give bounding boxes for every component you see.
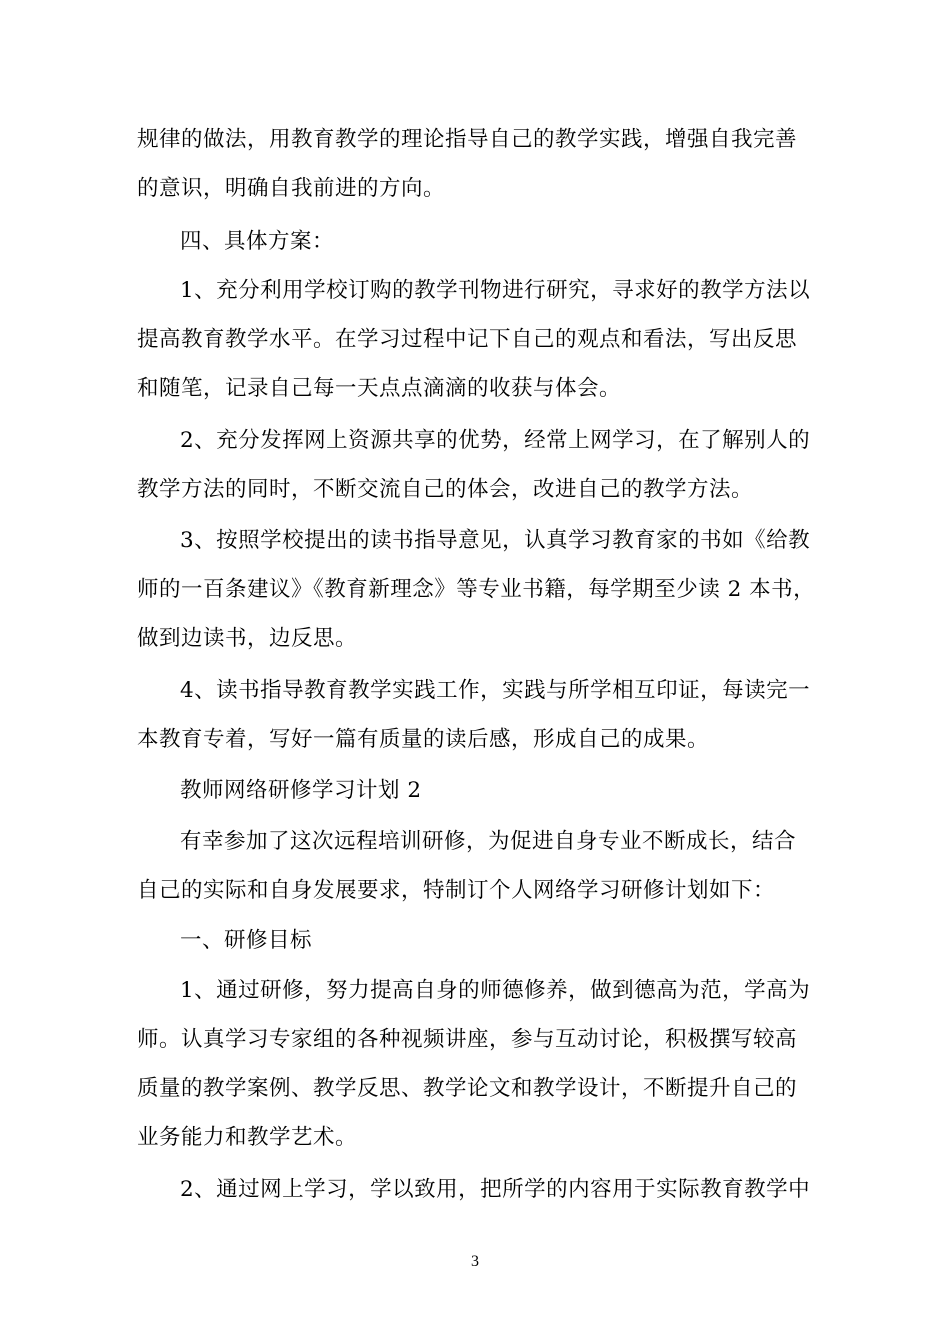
text-line: 2、充分发挥网上资源共享的优势，经常上网学习，在了解别人的 xyxy=(180,428,811,453)
text-line: 业务能力和教学艺术。 xyxy=(137,1125,358,1150)
text-line: 2、通过网上学习，学以致用，把所学的内容用于实际教育教学中 xyxy=(180,1177,811,1202)
text-line: 4、读书指导教育教学实践工作，实践与所学相互印证，每读完一 xyxy=(180,678,811,703)
section-title: 教师网络研修学习计划 2 xyxy=(180,778,422,803)
text-line: 提高教育教学水平。在学习过程中记下自己的观点和看法，写出反思 xyxy=(137,327,798,352)
text-line: 1、通过研修，努力提高自身的师德修养，做到德高为范，学高为 xyxy=(180,978,811,1003)
text-line: 自己的实际和自身发展要求，特制订个人网络学习研修计划如下： xyxy=(137,878,776,903)
section-heading: 四、具体方案： xyxy=(180,229,335,254)
section-heading: 一、研修目标 xyxy=(180,928,313,953)
text-line: 规律的做法，用教育教学的理论指导自己的教学实践，增强自我完善 xyxy=(137,127,798,152)
text-line: 本教育专着，写好一篇有质量的读后感，形成自己的成果。 xyxy=(137,727,710,752)
text-line: 有幸参加了这次远程培训研修，为促进自身专业不断成长，结合 xyxy=(180,829,797,854)
text-line: 师。认真学习专家组的各种视频讲座，参与互动讨论，积极撰写较高 xyxy=(137,1027,798,1052)
text-line: 教学方法的同时，不断交流自己的体会，改进自己的教学方法。 xyxy=(137,477,754,502)
text-line: 做到边读书，边反思。 xyxy=(137,626,358,651)
text-line: 质量的教学案例、教学反思、教学论文和教学设计，不断提升自己的 xyxy=(137,1076,798,1101)
text-line: 和随笔，记录自己每一天点点滴滴的收获与体会。 xyxy=(137,376,622,401)
text-line: 的意识，明确自我前进的方向。 xyxy=(137,176,446,201)
text-line: 1、充分利用学校订购的教学刊物进行研究，寻求好的教学方法以 xyxy=(180,278,811,303)
page-number: 3 xyxy=(471,1253,479,1270)
text-line: 3、按照学校提出的读书指导意见，认真学习教育家的书如《给教 xyxy=(180,528,811,553)
text-line: 师的一百条建议》《教育新理念》等专业书籍，每学期至少读 2 本书， xyxy=(137,577,816,602)
